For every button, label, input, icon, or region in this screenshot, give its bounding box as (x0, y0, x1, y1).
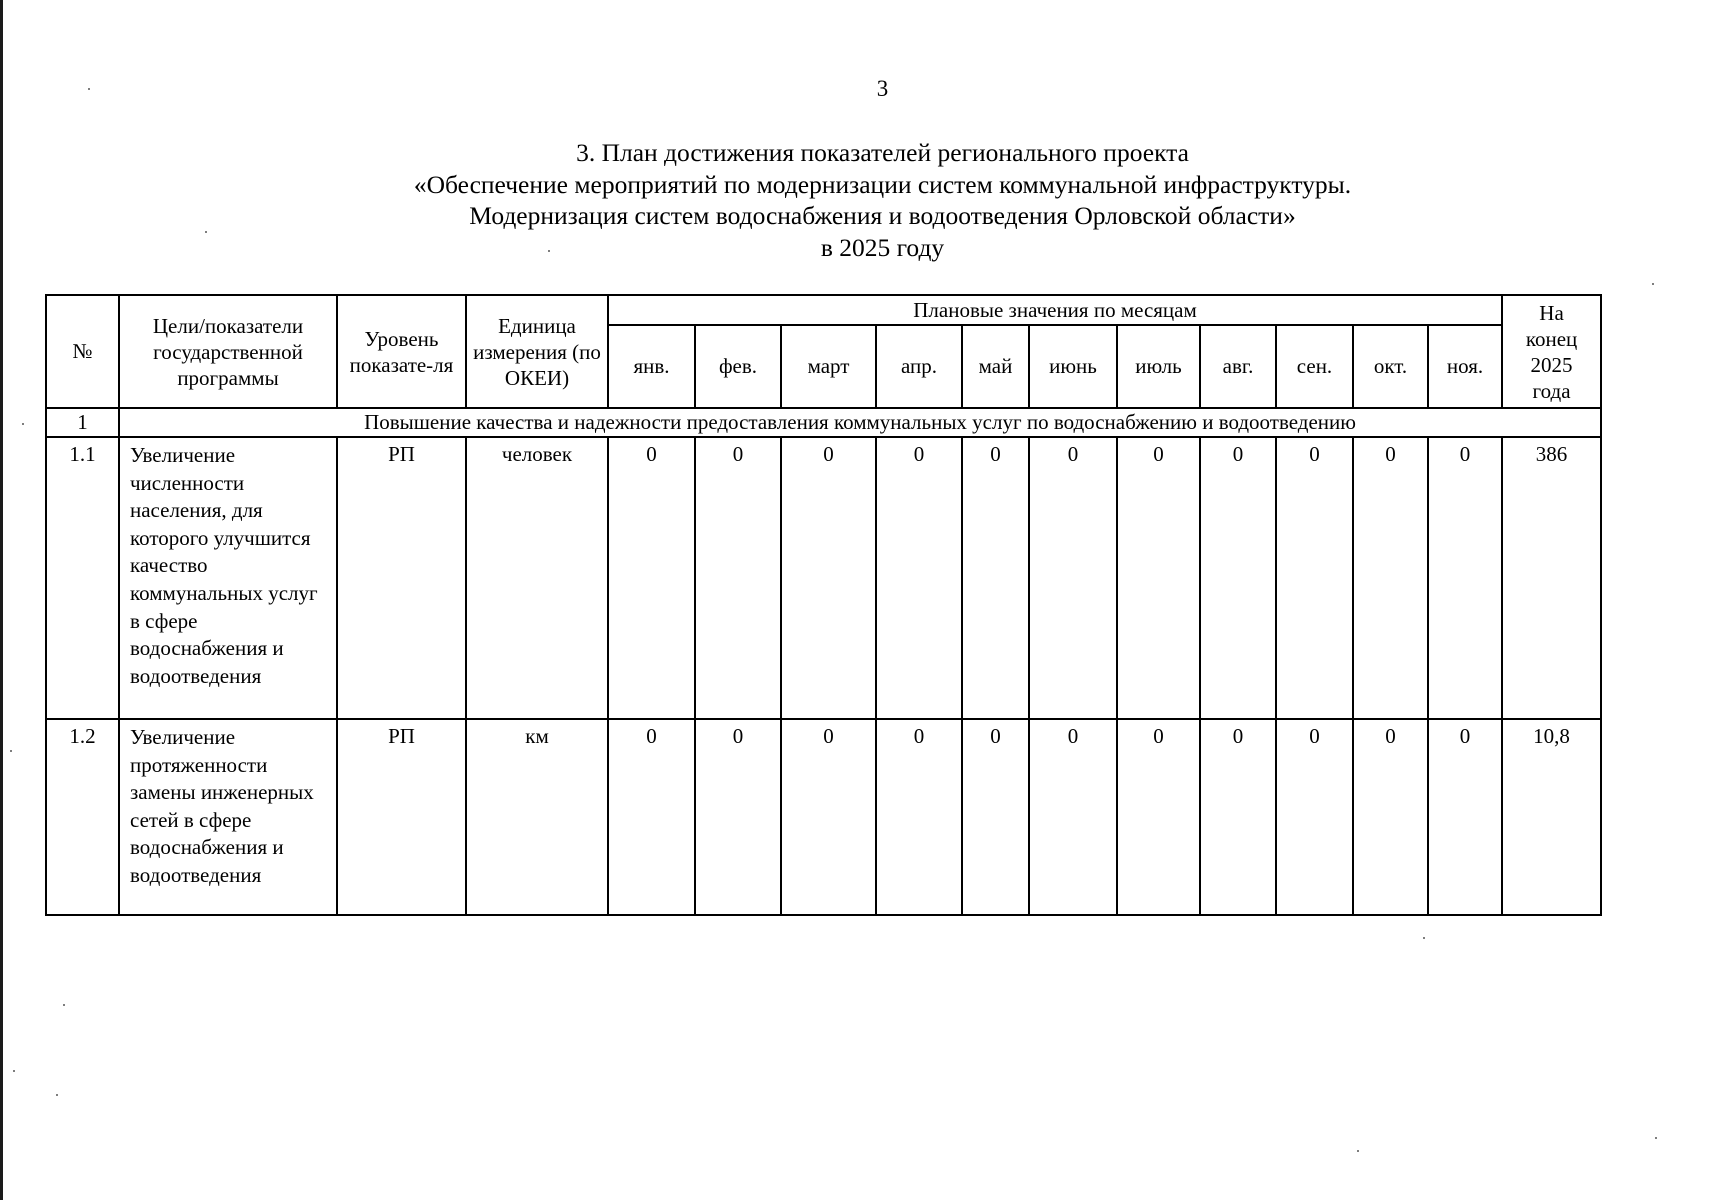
row-month-value: 0 (1276, 437, 1353, 719)
row-month-value: 0 (1353, 719, 1428, 915)
row-end-value: 386 (1502, 437, 1601, 719)
header-month: янв. (608, 325, 695, 408)
row-month-value: 0 (1428, 437, 1502, 719)
scan-speck (88, 88, 90, 90)
row-month-value: 0 (1353, 437, 1428, 719)
header-month: сен. (1276, 325, 1353, 408)
row-level: РП (337, 719, 466, 915)
table-row (46, 719, 1601, 915)
row-month-value: 0 (1200, 437, 1276, 719)
header-row-top (46, 295, 1601, 325)
header-month: фев. (695, 325, 781, 408)
header-month: авг. (1200, 325, 1276, 408)
table-row (46, 437, 1601, 719)
row-month-value: 0 (781, 437, 876, 719)
row-month-value: 0 (1029, 719, 1117, 915)
header-end-label: На конец 2025 года (1525, 300, 1578, 403)
plan-table (45, 294, 1602, 916)
header-level-label: Уровень показате-ля (349, 326, 454, 377)
title-line-1: 3. План достижения показателей регионального проекта (576, 138, 1189, 167)
scan-speck (205, 231, 207, 233)
scan-speck (1655, 1137, 1657, 1139)
header-unit (466, 295, 608, 408)
row-month-value: 0 (876, 719, 962, 915)
header-month: апр. (876, 325, 962, 408)
row-month-value: 0 (1029, 437, 1117, 719)
section-title: Повышение качества и надежности предоставления коммунальных услуг по водоснабжению и водоотведению (119, 408, 1601, 437)
row-goal: Увеличение протяженности замены инженерных сетей в сфере водоснабжения и водоотведения (119, 719, 337, 915)
row-goal: Увеличение численности населения, для которого улучшится качество коммунальных услуг в сфере водоснабжения и водоотведения (119, 437, 337, 719)
title-line-3: Модернизация систем водоснабжения и водоотведения Орловской области» (469, 201, 1296, 230)
row-unit: человек (466, 437, 608, 719)
scan-speck (548, 250, 550, 252)
scan-speck (1652, 283, 1654, 285)
scan-speck (1357, 1150, 1359, 1152)
header-num: № (46, 295, 119, 408)
header-month: июнь (1029, 325, 1117, 408)
scan-speck (22, 423, 24, 425)
row-month-value: 0 (1200, 719, 1276, 915)
scan-speck (56, 1094, 58, 1096)
scan-speck (10, 750, 12, 752)
row-month-value: 0 (608, 719, 695, 915)
document-title (0, 137, 1710, 263)
title-line-4: в 2025 году (820, 232, 945, 262)
header-month: окт. (1353, 325, 1428, 408)
page-number: 3 (876, 76, 889, 101)
row-month-value: 0 (1428, 719, 1502, 915)
scan-speck (63, 1004, 65, 1006)
row-num: 1.1 (46, 437, 119, 719)
header-plan-values: Плановые значения по месяцам (608, 295, 1502, 325)
row-month-value: 0 (608, 437, 695, 719)
section-num: 1 (46, 408, 119, 437)
row-month-value: 0 (695, 719, 781, 915)
section-row (46, 408, 1601, 437)
header-level (337, 295, 466, 408)
title-line-2: «Обеспечение мероприятий по модернизации систем коммунальной инфраструктуры. (413, 169, 1352, 199)
scan-speck (1423, 937, 1425, 939)
header-month: июль (1117, 325, 1200, 408)
row-num: 1.2 (46, 719, 119, 915)
row-month-value: 0 (781, 719, 876, 915)
row-month-value: 0 (876, 437, 962, 719)
header-month: март (781, 325, 876, 408)
header-month: май (962, 325, 1029, 408)
header-goals-label: Цели/показатели государственной программы (152, 313, 304, 390)
row-unit: км (466, 719, 608, 915)
row-month-value: 0 (1117, 437, 1200, 719)
row-month-value: 0 (962, 437, 1029, 719)
row-end-value: 10,8 (1502, 719, 1601, 915)
header-month: ноя. (1428, 325, 1502, 408)
row-level: РП (337, 437, 466, 719)
row-month-value: 0 (962, 719, 1029, 915)
header-unit-label: Единица измерения (по ОКЕИ) (473, 313, 601, 390)
header-goals (119, 295, 337, 408)
header-end (1502, 295, 1601, 408)
row-month-value: 0 (1276, 719, 1353, 915)
row-month-value: 0 (695, 437, 781, 719)
scan-speck (13, 1070, 15, 1072)
row-month-value: 0 (1117, 719, 1200, 915)
